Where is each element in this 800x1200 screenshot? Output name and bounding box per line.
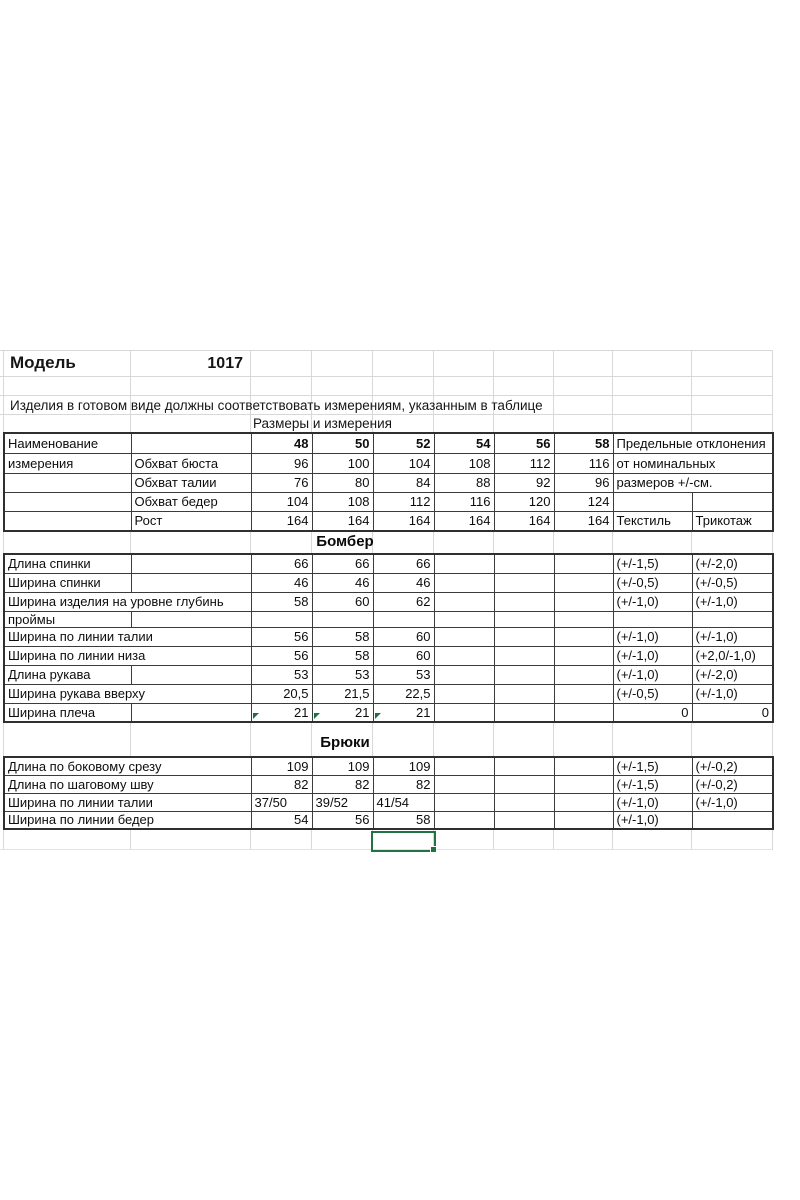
- cell-value[interactable]: 116: [554, 453, 613, 473]
- cell-tol-knitwear[interactable]: (+/-0,5): [692, 573, 773, 592]
- cell[interactable]: [554, 665, 613, 684]
- cell-tol-knitwear[interactable]: (+/-2,0): [692, 665, 773, 684]
- cell-value[interactable]: 82: [312, 775, 373, 793]
- cell-value[interactable]: 22,5: [373, 684, 434, 703]
- cell-value[interactable]: 53: [373, 665, 434, 684]
- table-row: [4, 554, 773, 573]
- cell-value[interactable]: 58: [312, 627, 373, 646]
- cell[interactable]: [554, 811, 613, 829]
- cell-value[interactable]: 96: [554, 473, 613, 492]
- fill-handle[interactable]: [430, 846, 437, 853]
- cell-value[interactable]: 109: [251, 757, 312, 775]
- cell-value[interactable]: 66: [251, 554, 312, 573]
- cell-value[interactable]: 60: [312, 592, 373, 611]
- cell-tol-textile[interactable]: (+/-1,0): [613, 811, 692, 829]
- cell-size[interactable]: 58: [554, 433, 613, 453]
- cell[interactable]: [494, 684, 554, 703]
- cell-size[interactable]: 56: [494, 433, 554, 453]
- cell-name[interactable]: Ширина спинки: [4, 573, 131, 592]
- cell-name[interactable]: Наименование: [4, 433, 131, 453]
- cell-value[interactable]: 82: [373, 775, 434, 793]
- cell-name[interactable]: Длина спинки: [4, 554, 131, 573]
- cell-value[interactable]: 164: [434, 511, 494, 531]
- section-title-trousers[interactable]: Брюки: [320, 734, 370, 751]
- cell[interactable]: [434, 573, 494, 592]
- cell-value[interactable]: 46: [373, 573, 434, 592]
- cell-value[interactable]: 124: [554, 492, 613, 511]
- cell-tol-textile[interactable]: (+/-1,0): [613, 592, 692, 611]
- table-row: [4, 757, 773, 775]
- cell-name[interactable]: Ширина изделия на уровне глубинь: [4, 592, 251, 611]
- cell[interactable]: [554, 554, 613, 573]
- cell-tol-knitwear[interactable]: (+/-2,0): [692, 554, 773, 573]
- cell[interactable]: [131, 665, 251, 684]
- error-triangle-icon: [375, 713, 381, 719]
- cell[interactable]: [554, 627, 613, 646]
- cell-value[interactable]: 76: [251, 473, 312, 492]
- cell-measure[interactable]: Обхват бюста: [131, 453, 251, 473]
- cell-value[interactable]: 164: [554, 511, 613, 531]
- cell[interactable]: [494, 703, 554, 722]
- cell-value[interactable]: 21,5: [312, 684, 373, 703]
- cell-name[interactable]: проймы: [4, 611, 131, 627]
- cell-value[interactable]: 104: [373, 453, 434, 473]
- sizes-caption-cell[interactable]: Размеры и измерения: [253, 416, 392, 431]
- cell[interactable]: [554, 684, 613, 703]
- table-row: [4, 592, 773, 611]
- cell[interactable]: [131, 554, 251, 573]
- cell-size[interactable]: 50: [312, 433, 373, 453]
- error-triangle-icon: [314, 713, 320, 719]
- cell[interactable]: [131, 573, 251, 592]
- cell-size[interactable]: 48: [251, 433, 312, 453]
- cell[interactable]: [434, 703, 494, 722]
- cell-value[interactable]: 92: [494, 473, 554, 492]
- gridline-h: [0, 395, 772, 396]
- cell-value[interactable]: 56: [251, 646, 312, 665]
- cell-name[interactable]: Длина по шаговому шву: [4, 775, 251, 793]
- cell-value[interactable]: 164: [312, 511, 373, 531]
- cell-value[interactable]: 37/50: [251, 793, 312, 811]
- gridline-h: [0, 376, 772, 377]
- cell[interactable]: [434, 811, 494, 829]
- cell[interactable]: [251, 611, 312, 627]
- cell-name[interactable]: Длина по боковому срезу: [4, 757, 251, 775]
- table-row: [4, 453, 773, 473]
- cell-name[interactable]: измерения: [4, 453, 131, 473]
- cell-knitwear[interactable]: Трикотаж: [692, 511, 773, 531]
- cell-value[interactable]: 109: [312, 757, 373, 775]
- cell-tol-textile[interactable]: (+/-0,5): [613, 573, 692, 592]
- cell-tol-textile[interactable]: (+/-1,5): [613, 554, 692, 573]
- cell[interactable]: [494, 775, 554, 793]
- cell[interactable]: [494, 627, 554, 646]
- cell-size[interactable]: 54: [434, 433, 494, 453]
- table-row: [4, 433, 773, 453]
- gridline-h: [0, 414, 772, 415]
- cell-value[interactable]: 164: [373, 511, 434, 531]
- cell-tolerance-note[interactable]: размеров +/-см.: [613, 473, 773, 492]
- cell-value[interactable]: 60: [373, 646, 434, 665]
- table-row: [4, 793, 773, 811]
- cell[interactable]: [434, 592, 494, 611]
- table-row: [4, 573, 773, 592]
- cell-value[interactable]: 112: [494, 453, 554, 473]
- cell-value[interactable]: 46: [312, 573, 373, 592]
- cell-value[interactable]: 82: [251, 775, 312, 793]
- cell[interactable]: [494, 665, 554, 684]
- cell-value[interactable]: 21: [373, 703, 434, 722]
- cell[interactable]: [692, 492, 773, 511]
- cell-tol-knitwear[interactable]: (+/-0,2): [692, 757, 773, 775]
- table-row: [4, 627, 773, 646]
- cell-value[interactable]: 164: [251, 511, 312, 531]
- cell-value[interactable]: 21: [312, 703, 373, 722]
- bomber-table: [3, 553, 774, 723]
- cell-size[interactable]: 52: [373, 433, 434, 453]
- cell-tol-textile[interactable]: (+/-1,5): [613, 775, 692, 793]
- cell[interactable]: [494, 611, 554, 627]
- cell[interactable]: [434, 554, 494, 573]
- cell-tol-knitwear[interactable]: (+/-1,0): [692, 592, 773, 611]
- cell[interactable]: [692, 611, 773, 627]
- cell-value[interactable]: 80: [312, 473, 373, 492]
- cell[interactable]: [494, 793, 554, 811]
- cell-value[interactable]: 39/52: [312, 793, 373, 811]
- cell[interactable]: [434, 627, 494, 646]
- cell-value[interactable]: 109: [373, 757, 434, 775]
- table-row: [4, 646, 773, 665]
- cell-value[interactable]: 21: [251, 703, 312, 722]
- cell-value[interactable]: 164: [494, 511, 554, 531]
- cell-value[interactable]: 58: [312, 646, 373, 665]
- cell-tol-textile[interactable]: (+/-0,5): [613, 684, 692, 703]
- cell[interactable]: [131, 433, 251, 453]
- cell-name[interactable]: Длина рукава: [4, 665, 131, 684]
- cell[interactable]: [554, 775, 613, 793]
- cell[interactable]: [494, 592, 554, 611]
- cell-measure[interactable]: Обхват талии: [131, 473, 251, 492]
- cell-measure[interactable]: Рост: [131, 511, 251, 531]
- cell-value[interactable]: 104: [251, 492, 312, 511]
- cell-tol-knitwear[interactable]: [692, 811, 773, 829]
- cell-name[interactable]: Ширина по линии бедер: [4, 811, 251, 829]
- cell-tolerance-note[interactable]: Предельные отклонения: [613, 433, 773, 453]
- section-title-bomber[interactable]: Бомбер: [316, 533, 374, 550]
- cell-value[interactable]: 108: [434, 453, 494, 473]
- gridline-h: [0, 350, 772, 351]
- cell-name[interactable]: Ширина по линии низа: [4, 646, 251, 665]
- table-row: [4, 492, 773, 511]
- cell[interactable]: [434, 684, 494, 703]
- cell-name[interactable]: Ширина по линии талии: [4, 627, 251, 646]
- cell[interactable]: [494, 554, 554, 573]
- cell-tol-knitwear[interactable]: (+/-1,0): [692, 684, 773, 703]
- cell[interactable]: [554, 793, 613, 811]
- cell[interactable]: [131, 703, 251, 722]
- table-row: [4, 611, 773, 627]
- cell[interactable]: [613, 492, 692, 511]
- cell[interactable]: [434, 665, 494, 684]
- cell-tol-textile[interactable]: 0: [613, 703, 692, 722]
- cell-value[interactable]: 53: [312, 665, 373, 684]
- cell-value[interactable]: 88: [434, 473, 494, 492]
- cell-tol-knitwear[interactable]: (+/-0,2): [692, 775, 773, 793]
- cell-measure[interactable]: Обхват бедер: [131, 492, 251, 511]
- table-row: [4, 775, 773, 793]
- cell-value[interactable]: 84: [373, 473, 434, 492]
- cell-value[interactable]: 53: [251, 665, 312, 684]
- cell-value[interactable]: 116: [434, 492, 494, 511]
- cell[interactable]: [434, 793, 494, 811]
- cell[interactable]: [434, 775, 494, 793]
- error-triangle-icon: [253, 713, 259, 719]
- cell-value[interactable]: 58: [251, 592, 312, 611]
- cell-value[interactable]: 66: [312, 554, 373, 573]
- cell-value[interactable]: 60: [373, 627, 434, 646]
- cell[interactable]: [554, 703, 613, 722]
- cell-textile[interactable]: Текстиль: [613, 511, 692, 531]
- cell[interactable]: [494, 573, 554, 592]
- cell-tol-textile[interactable]: (+/-1,0): [613, 627, 692, 646]
- cell[interactable]: [554, 592, 613, 611]
- cell-value[interactable]: 56: [251, 627, 312, 646]
- cell-name[interactable]: [4, 473, 131, 492]
- cell-value[interactable]: 112: [373, 492, 434, 511]
- cell-value[interactable]: 62: [373, 592, 434, 611]
- cell-value[interactable]: 66: [373, 554, 434, 573]
- table-row: [4, 511, 773, 531]
- cell[interactable]: [613, 611, 692, 627]
- cell-name[interactable]: [4, 492, 131, 511]
- cell-tol-textile[interactable]: (+/-1,0): [613, 793, 692, 811]
- cell[interactable]: [494, 757, 554, 775]
- cell-tol-textile[interactable]: (+/-1,0): [613, 646, 692, 665]
- cell[interactable]: [554, 757, 613, 775]
- note-cell[interactable]: Изделия в готовом виде должны соответствовать измерениям, указанным в таблице: [10, 398, 543, 413]
- cell-name[interactable]: Ширина рукава вверху: [4, 684, 251, 703]
- cell[interactable]: [434, 757, 494, 775]
- cell-tol-textile[interactable]: (+/-1,0): [613, 665, 692, 684]
- cell-value[interactable]: 108: [312, 492, 373, 511]
- table-row: [4, 473, 773, 492]
- cell-value[interactable]: 58: [373, 811, 434, 829]
- cell-value[interactable]: 100: [312, 453, 373, 473]
- table-row: [4, 665, 773, 684]
- cell[interactable]: [434, 646, 494, 665]
- cell[interactable]: [373, 611, 434, 627]
- cell-tol-knitwear[interactable]: (+/-1,0): [692, 793, 773, 811]
- active-cell-selection[interactable]: [371, 831, 436, 852]
- table-row: [4, 684, 773, 703]
- cell-name[interactable]: [4, 511, 131, 531]
- cell[interactable]: [554, 573, 613, 592]
- cell[interactable]: [312, 611, 373, 627]
- model-number-cell[interactable]: 1017: [207, 355, 243, 372]
- model-label-cell[interactable]: Модель: [10, 353, 76, 372]
- cell-value[interactable]: 54: [251, 811, 312, 829]
- cell-value[interactable]: 120: [494, 492, 554, 511]
- cell-value[interactable]: 46: [251, 573, 312, 592]
- cell[interactable]: [554, 611, 613, 627]
- cell-tol-knitwear[interactable]: (+2,0/-1,0): [692, 646, 773, 665]
- cell[interactable]: [434, 611, 494, 627]
- cell-tolerance-note[interactable]: от номинальных: [613, 453, 773, 473]
- cell-name[interactable]: Ширина по линии талии: [4, 793, 251, 811]
- cell-value[interactable]: 56: [312, 811, 373, 829]
- trousers-table: [3, 756, 774, 830]
- cell[interactable]: [554, 646, 613, 665]
- table-row: [4, 703, 773, 722]
- cell[interactable]: [131, 611, 251, 627]
- cell-value[interactable]: 41/54: [373, 793, 434, 811]
- cell-value[interactable]: 96: [251, 453, 312, 473]
- cell-tol-textile[interactable]: (+/-1,5): [613, 757, 692, 775]
- table-row: [4, 811, 773, 829]
- cell-tol-knitwear[interactable]: (+/-1,0): [692, 627, 773, 646]
- cell[interactable]: [494, 646, 554, 665]
- cell-name[interactable]: Ширина плеча: [4, 703, 131, 722]
- cell[interactable]: [494, 811, 554, 829]
- size-header-table: [3, 432, 774, 532]
- cell-tol-knitwear[interactable]: 0: [692, 703, 773, 722]
- cell-value[interactable]: 20,5: [251, 684, 312, 703]
